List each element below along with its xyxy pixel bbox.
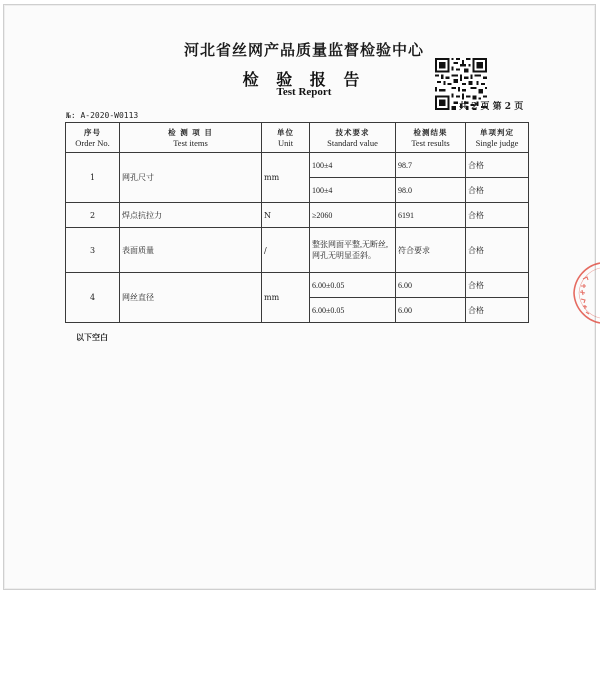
- table-row: [66, 203, 529, 228]
- header-order: 序号 Order No.: [66, 123, 120, 153]
- cell-judge: 合格: [466, 298, 529, 323]
- cell-order: 2: [66, 203, 120, 228]
- cell-order: 4: [66, 273, 120, 323]
- table-row: [66, 153, 529, 178]
- header-test-items: 检 测 项 目 Test items: [120, 123, 262, 153]
- page-indicator: 共 2 页 第 2 页: [459, 102, 524, 112]
- table-row: [66, 273, 529, 298]
- cell-result: 6191: [396, 203, 466, 228]
- header-standard-value: 技术要求 Standard value: [310, 123, 396, 153]
- cell-result: 符合要求: [396, 228, 466, 273]
- report-title-english: Test Report: [276, 86, 332, 98]
- cell-judge: 合格: [466, 178, 529, 203]
- header-test-results: 检测结果 Test results: [396, 123, 466, 153]
- table-row: [66, 228, 529, 273]
- header-single-judge: 单项判定 Single judge: [466, 123, 529, 153]
- cell-standard: 6.00±0.05: [310, 273, 396, 298]
- cell-result: 6.00: [396, 273, 466, 298]
- issuer-name: 河北省丝网产品质量监督检验中心: [183, 41, 424, 59]
- end-of-content-note: 以下空白: [76, 332, 108, 342]
- red-seal-stamp-icon: [570, 261, 600, 325]
- report-number: №: A-2020-W0113: [66, 111, 139, 120]
- header-unit: 单位 Unit: [262, 123, 310, 153]
- cell-standard: ≥2060: [310, 203, 396, 228]
- cell-test-item: 表面质量: [120, 228, 262, 273]
- cell-unit: N: [262, 203, 310, 228]
- report-page: [3, 4, 596, 590]
- table-header-row: [66, 123, 529, 153]
- cell-standard: 6.00±0.05: [310, 298, 396, 323]
- cell-judge: 合格: [466, 228, 529, 273]
- cell-result: 6.00: [396, 298, 466, 323]
- cell-unit: /: [262, 228, 310, 273]
- cell-test-item: 网丝直径: [120, 273, 262, 323]
- cell-order: 1: [66, 153, 120, 203]
- cell-test-item: 网孔尺寸: [120, 153, 262, 203]
- cell-result: 98.7: [396, 153, 466, 178]
- cell-result: 98.0: [396, 178, 466, 203]
- cell-order: 3: [66, 228, 120, 273]
- test-results-table: [65, 122, 529, 323]
- cell-judge: 合格: [466, 273, 529, 298]
- cell-standard: 整张网面平整,无断丝,网孔无明显歪斜。: [310, 228, 396, 273]
- cell-judge: 合格: [466, 153, 529, 178]
- cell-judge: 合格: [466, 203, 529, 228]
- report-title: 检 验 报 告: [242, 70, 366, 89]
- cell-standard: 100±4: [310, 178, 396, 203]
- cell-unit: mm: [262, 273, 310, 323]
- cell-test-item: 焊点抗拉力: [120, 203, 262, 228]
- cell-standard: 100±4: [310, 153, 396, 178]
- cell-unit: mm: [262, 153, 310, 203]
